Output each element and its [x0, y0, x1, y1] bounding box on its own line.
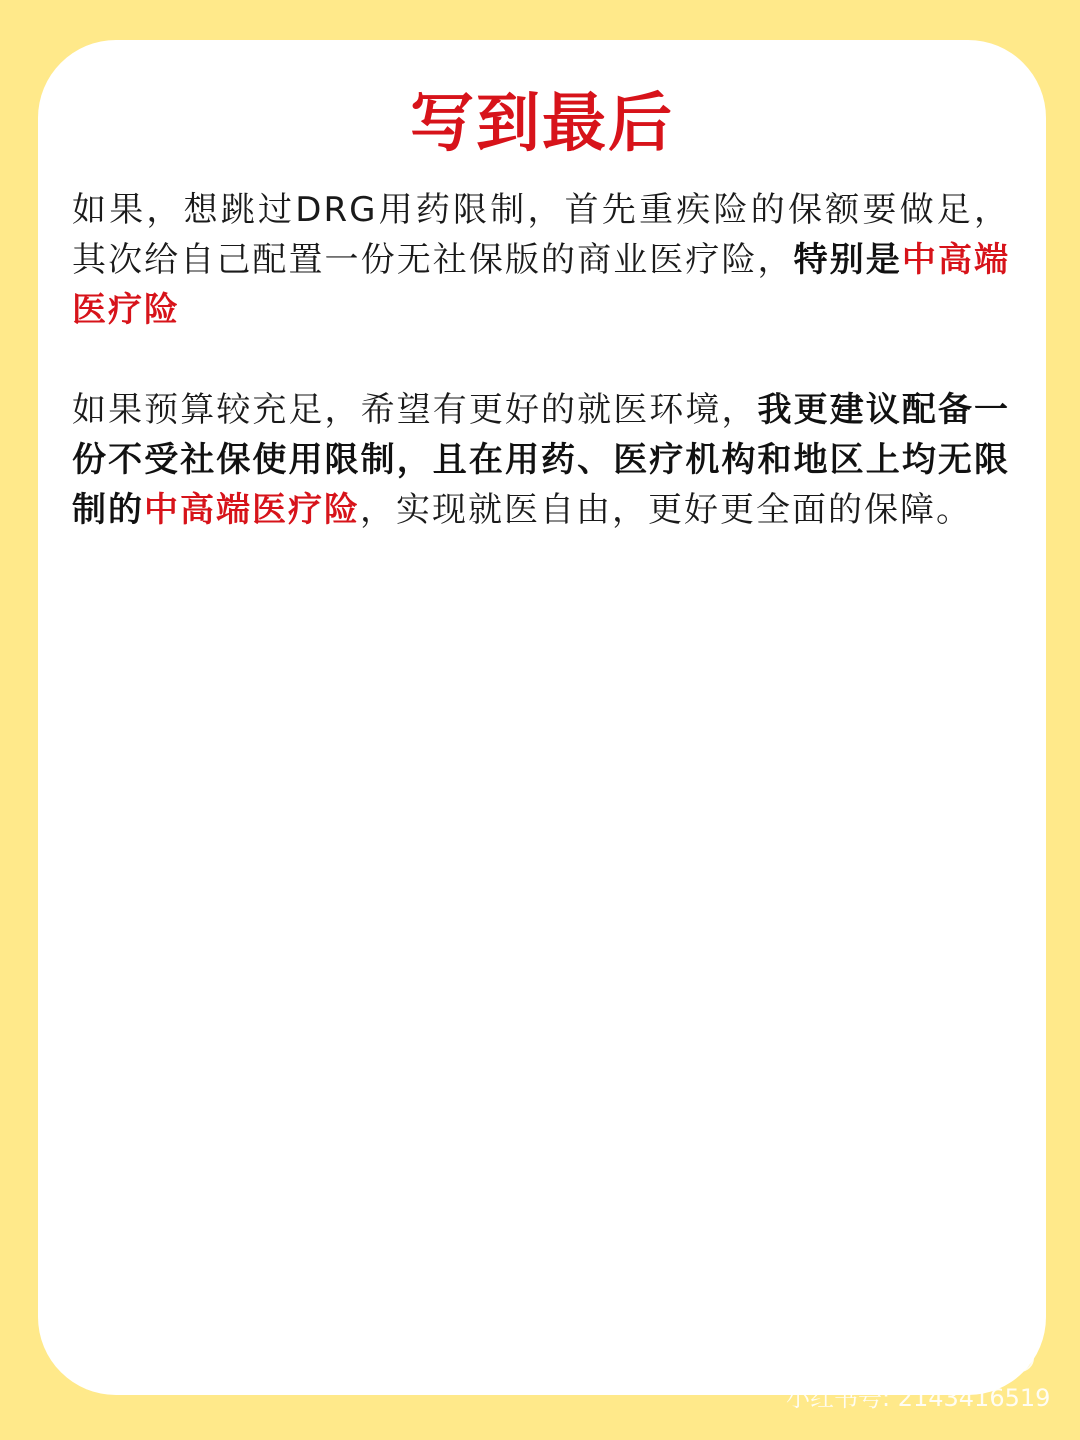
paragraph-1-text: 如果，想跳过DRG用药限制，首先重疾险的保额要做足，其次给自己配置一份无社保版的商业医疗险， [72, 190, 1010, 280]
paragraph-1-bold-text: 特别是 [793, 240, 902, 280]
paragraph-1 [72, 185, 1010, 335]
paragraph-1-highlight: 中高端医疗险 [72, 240, 1011, 330]
paragraph-2-highlight: 中高端医疗险 [144, 490, 360, 530]
paragraph-2 [72, 385, 1010, 535]
paragraph-2-bold-text: 我更建议配备一份不受社保使用限制，且在用药、医疗机构和地区上均无限制的 [72, 390, 1011, 530]
content-card [38, 40, 1046, 1395]
xiaohongshu-logo-icon: 小红书 [954, 1338, 1034, 1372]
watermark-user-id: 小红书号: 2143416519 [786, 1384, 1051, 1412]
page-title: 写到最后 [410, 87, 674, 161]
paragraph-2-text: 如果预算较充足，希望有更好的就医环境， [72, 390, 758, 430]
paragraph-2-ending-text: ，实现就医自由，更好更全面的保障。 [360, 490, 972, 530]
